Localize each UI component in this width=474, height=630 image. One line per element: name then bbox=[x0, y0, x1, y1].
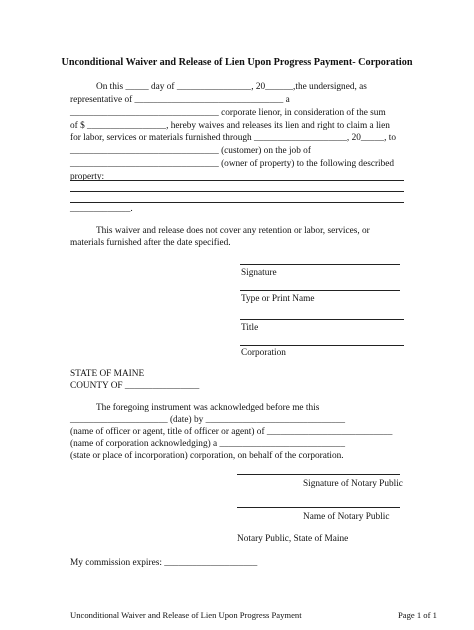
commission-expires: My commission expires: ____________________ bbox=[70, 558, 258, 568]
print-name-label: Type or Print Name bbox=[241, 294, 315, 304]
signature-label: Signature bbox=[241, 268, 277, 278]
page-number: Page 1 of 1 bbox=[398, 610, 437, 620]
signature-line[interactable] bbox=[240, 264, 400, 265]
document-title: Unconditional Waiver and Release of Lien Upon Progress Payment- Corporation bbox=[61, 57, 413, 68]
state-line: STATE OF MAINE bbox=[70, 369, 145, 379]
notary-state-label: Notary Public, State of Maine bbox=[237, 534, 349, 544]
ack-line-2: _____________________ (date) by ______________________________ bbox=[70, 415, 346, 425]
property-blank-line[interactable] bbox=[70, 191, 404, 192]
body-line-2: representative of ________________________________ a bbox=[70, 95, 290, 105]
notary-name-line[interactable] bbox=[237, 507, 400, 508]
ack-line-1: The foregoing instrument was acknowledged before me this bbox=[96, 403, 320, 413]
notary-signature-line[interactable] bbox=[237, 474, 400, 475]
county-line: COUNTY OF ________________ bbox=[70, 381, 200, 391]
body-line-5: for labor, services or materials furnished through ____________________, 20_____, to bbox=[70, 133, 396, 143]
body-line-1: On this _____ day of ________________, 20______,the undersigned, as bbox=[96, 82, 367, 92]
body-line-7: ________________________________ (owner of property) to the following described bbox=[70, 159, 395, 169]
footer-title: Unconditional Waiver and Release of Lien Upon Progress Payment bbox=[70, 610, 302, 620]
corporation-label: Corporation bbox=[241, 348, 286, 358]
notice-line-1: This waiver and release does not cover any retention or labor, services, or bbox=[96, 226, 370, 236]
title-line[interactable] bbox=[240, 319, 404, 320]
body-line-3: ________________________________ corporate lienor, in consideration of the sum bbox=[70, 108, 386, 118]
notice-line-2: materials furnished after the date specified. bbox=[70, 238, 231, 248]
ack-line-3: (name of officer or agent, title of officer or agent) of ___________________________ bbox=[70, 427, 393, 437]
title-label: Title bbox=[241, 323, 259, 333]
body-line-4: of $ _________________, hereby waives and releases its lien and right to claim a lien bbox=[70, 121, 390, 131]
body-line-6: ________________________________ (customer) on the job of bbox=[70, 146, 311, 156]
property-blank-line[interactable] bbox=[70, 180, 404, 181]
notary-name-label: Name of Notary Public bbox=[303, 512, 390, 522]
notary-signature-label: Signature of Notary Public bbox=[303, 479, 403, 489]
print-name-line[interactable] bbox=[240, 290, 400, 291]
ack-line-4: (name of corporation acknowledging) a ___________________________ bbox=[70, 439, 345, 449]
property-blank-end: _____________. bbox=[70, 204, 133, 214]
ack-line-5: (state or place of incorporation) corporation, on behalf of the corporation. bbox=[70, 451, 344, 461]
property-label: property: bbox=[70, 172, 105, 182]
corporation-line[interactable] bbox=[240, 345, 404, 346]
